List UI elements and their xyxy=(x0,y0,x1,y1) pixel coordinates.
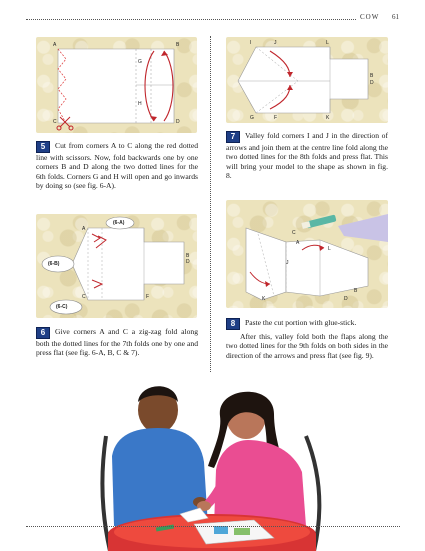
step6-text: Give corners A and C a zig-zag fold along both the dotted lines for the 7th folds one by one and press flat (see fig. 6-A, B, C & 7). xyxy=(36,327,198,358)
column-divider xyxy=(210,36,211,372)
label-k: K xyxy=(326,115,330,121)
label-b: B xyxy=(354,288,358,294)
step8-text-2: After this, valley fold both the flaps along the two dotted lines for the 9th folds on both sides in the direction of the arrows and press flat (see fig. 9). xyxy=(226,332,388,360)
step5-instruction xyxy=(36,141,198,191)
label-a: A xyxy=(53,42,57,48)
step6-instruction xyxy=(36,327,198,358)
label-j: J xyxy=(286,260,289,266)
label-i: I xyxy=(250,40,252,46)
label-k: K xyxy=(262,296,266,302)
label-c: C xyxy=(292,230,296,236)
label-l: L xyxy=(326,40,329,46)
fig-6c-callout: (6-C) xyxy=(56,304,68,310)
step5-badge: 5 xyxy=(36,141,50,153)
step8-fold-drawing xyxy=(226,200,388,308)
label-f: F xyxy=(274,115,278,121)
chapter-title: COW xyxy=(360,13,380,21)
children-crafting-photo xyxy=(96,376,328,551)
step7-diagram xyxy=(226,37,388,123)
header-rule xyxy=(26,19,356,20)
fig-6b-callout: (6-B) xyxy=(48,261,60,267)
label-c: C xyxy=(53,119,57,125)
footer-rule xyxy=(26,526,400,527)
label-a: A xyxy=(296,240,300,246)
label-b: B xyxy=(176,42,180,48)
step5-text: Cut from corners A to C along the red dotted line with scissors. Now, fold backwards one by one corners B and D along the two dotted lines for the 6th folds. Corners G and H will open and go inwards by doing so (see fig. 6-A). xyxy=(36,141,198,191)
label-b: B xyxy=(186,253,190,259)
step8-instruction xyxy=(226,318,388,360)
label-f: F xyxy=(146,294,150,300)
step6-fold-drawing xyxy=(36,214,197,318)
label-h: H xyxy=(138,101,142,107)
label-g: G xyxy=(138,59,142,65)
label-j: J xyxy=(274,40,277,46)
page-number: 61 xyxy=(392,13,399,21)
step8-text: Paste the cut portion with glue-stick. xyxy=(245,318,357,327)
step7-text: Valley fold corners I and J in the direction of arrows and join them at the centre line fold along the two dotted lines for the 8th folds and press flat. This will bring your model to the shape as shown in fig. 8. xyxy=(226,131,388,181)
step6-badge: 6 xyxy=(36,327,50,339)
step7-instruction xyxy=(226,131,388,181)
label-l: L xyxy=(328,246,331,252)
label-d: D xyxy=(370,80,374,86)
label-b: B xyxy=(370,73,374,79)
label-c: C xyxy=(82,294,86,300)
step7-fold-drawing xyxy=(226,37,388,123)
step5-fold-drawing xyxy=(36,37,197,133)
fig-6a-callout: (6-A) xyxy=(113,220,125,226)
step8-badge: 8 xyxy=(226,318,240,330)
label-d: D xyxy=(344,296,348,302)
step7-badge: 7 xyxy=(226,131,240,143)
step5-diagram xyxy=(36,37,197,133)
step8-diagram xyxy=(226,200,388,308)
glue-stick-hand-icon xyxy=(301,214,388,242)
label-d: D xyxy=(186,259,190,265)
label-g: G xyxy=(250,115,254,121)
label-d: D xyxy=(176,119,180,125)
label-a: A xyxy=(82,226,86,232)
step6-diagram xyxy=(36,214,197,318)
